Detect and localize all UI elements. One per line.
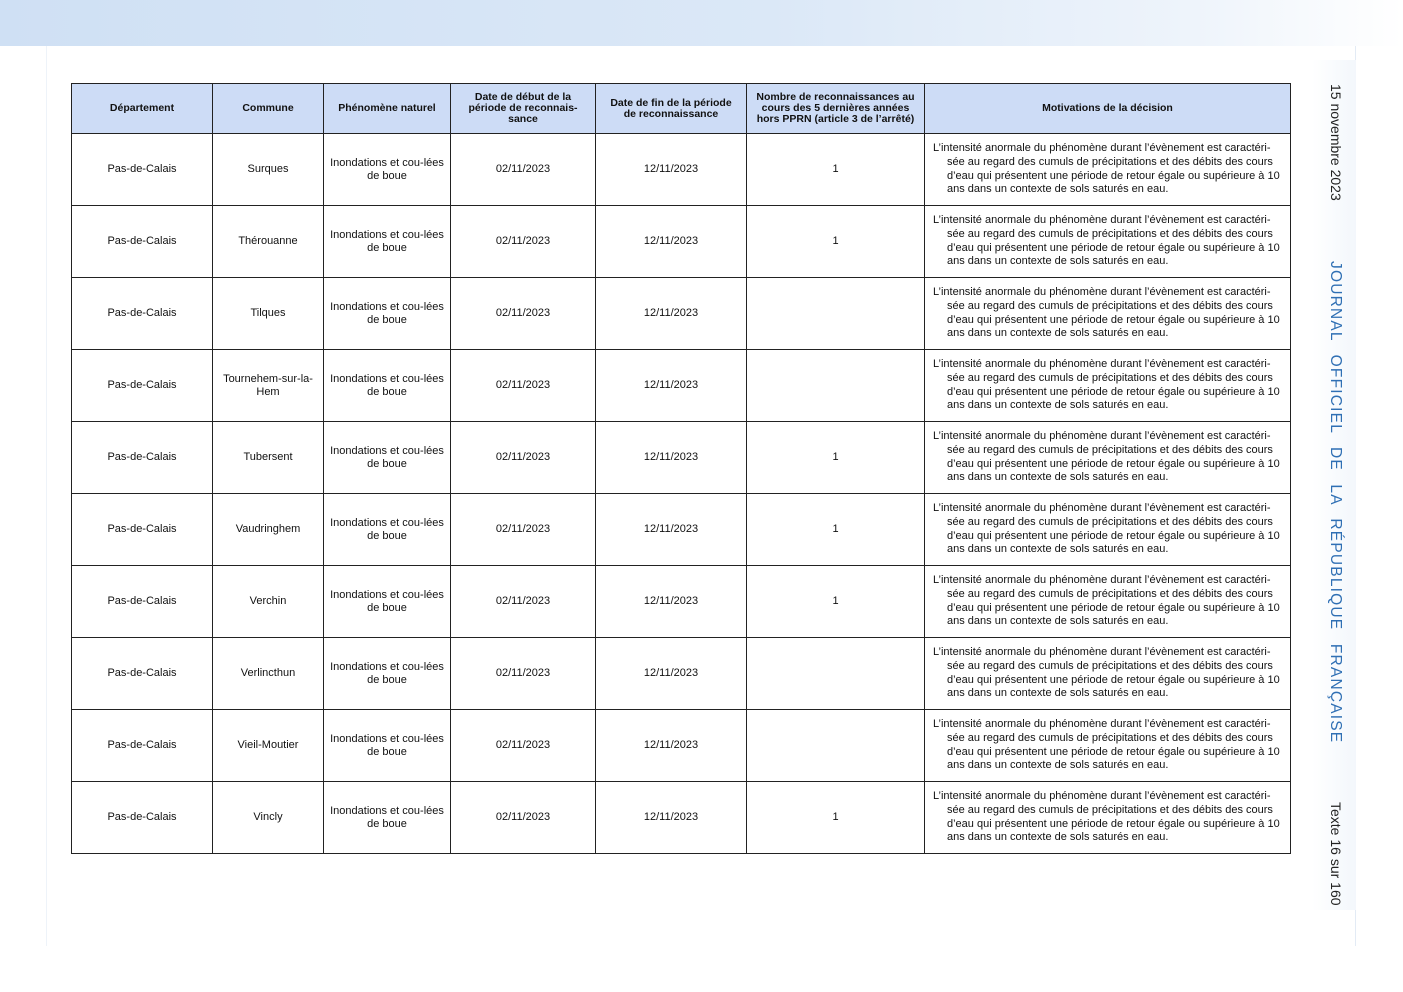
cell-phenomene: Inondations et cou-lées de boue	[324, 494, 451, 566]
cell-date-debut: 02/11/2023	[451, 638, 596, 710]
cell-commune: Thérouanne	[213, 206, 324, 278]
cell-motivation: L’intensité anormale du phénomène durant l’évènement est caractéri-sée au regard des cumuls de précipitations et des débits des cours d’eau qui présentent une période de retour égale ou supérieure à 10 ans dans un contexte de sols saturés en eau.	[925, 350, 1291, 422]
cell-motivation: L’intensité anormale du phénomène durant l’évènement est caractéri-sée au regard des cumuls de précipitations et des débits des cours d’eau qui présentent une période de retour égale ou supérieure à 10 ans dans un contexte de sols saturés en eau.	[925, 710, 1291, 782]
cell-commune: Vincly	[213, 782, 324, 854]
cell-date-fin: 12/11/2023	[596, 638, 747, 710]
cell-date-fin: 12/11/2023	[596, 494, 747, 566]
cell-date-debut: 02/11/2023	[451, 350, 596, 422]
header-row	[72, 84, 1291, 134]
cell-motivation: L’intensité anormale du phénomène durant l’évènement est caractéri-sée au regard des cumuls de précipitations et des débits des cours d’eau qui présentent une période de retour égale ou supérieure à 10 ans dans un contexte de sols saturés en eau.	[925, 566, 1291, 638]
cell-nombre	[747, 638, 925, 710]
cell-nombre: 1	[747, 206, 925, 278]
cell-date-debut: 02/11/2023	[451, 494, 596, 566]
header-nombre-reconnaissances: Nombre de reconnaissances au cours des 5 dernières années hors PPRN (article 3 de l’arrêté)	[747, 84, 925, 134]
cell-phenomene: Inondations et cou-lées de boue	[324, 710, 451, 782]
cell-departement: Pas-de-Calais	[72, 494, 213, 566]
cell-phenomene: Inondations et cou-lées de boue	[324, 134, 451, 206]
table-row	[72, 350, 1291, 422]
cell-motivation: L’intensité anormale du phénomène durant l’évènement est caractéri-sée au regard des cumuls de précipitations et des débits des cours d’eau qui présentent une période de retour égale ou supérieure à 10 ans dans un contexte de sols saturés en eau.	[925, 782, 1291, 854]
cell-commune: Vaudringhem	[213, 494, 324, 566]
cell-date-fin: 12/11/2023	[596, 134, 747, 206]
table-row	[72, 134, 1291, 206]
header-date-debut: Date de début de la période de reconnais-sance	[451, 84, 596, 134]
cell-nombre: 1	[747, 494, 925, 566]
cell-commune: Tilques	[213, 278, 324, 350]
cell-commune: Tubersent	[213, 422, 324, 494]
table-row	[72, 566, 1291, 638]
header-commune: Commune	[213, 84, 324, 134]
cell-departement: Pas-de-Calais	[72, 134, 213, 206]
cell-date-debut: 02/11/2023	[451, 566, 596, 638]
cell-phenomene: Inondations et cou-lées de boue	[324, 422, 451, 494]
table-row	[72, 494, 1291, 566]
top-band	[0, 0, 1403, 46]
header-date-fin: Date de fin de la période de reconnaissance	[596, 84, 747, 134]
cell-motivation: L’intensité anormale du phénomène durant l’évènement est caractéri-sée au regard des cumuls de précipitations et des débits des cours d’eau qui présentent une période de retour égale ou supérieure à 10 ans dans un contexte de sols saturés en eau.	[925, 494, 1291, 566]
publication-date: 15 novembre 2023	[1328, 84, 1344, 201]
table-row	[72, 278, 1291, 350]
cell-phenomene: Inondations et cou-lées de boue	[324, 350, 451, 422]
cell-departement: Pas-de-Calais	[72, 782, 213, 854]
cell-departement: Pas-de-Calais	[72, 206, 213, 278]
cell-nombre: 1	[747, 566, 925, 638]
cell-date-debut: 02/11/2023	[451, 422, 596, 494]
cell-commune: Tournehem-sur-la-Hem	[213, 350, 324, 422]
cell-nombre: 1	[747, 782, 925, 854]
cell-date-fin: 12/11/2023	[596, 710, 747, 782]
table-row	[72, 206, 1291, 278]
cell-departement: Pas-de-Calais	[72, 566, 213, 638]
cell-nombre: 1	[747, 422, 925, 494]
cell-departement: Pas-de-Calais	[72, 638, 213, 710]
cell-departement: Pas-de-Calais	[72, 422, 213, 494]
cell-phenomene: Inondations et cou-lées de boue	[324, 566, 451, 638]
cell-departement: Pas-de-Calais	[72, 710, 213, 782]
table-row	[72, 710, 1291, 782]
table-row	[72, 782, 1291, 854]
cell-commune: Verchin	[213, 566, 324, 638]
cell-commune: Surques	[213, 134, 324, 206]
cell-nombre: 1	[747, 134, 925, 206]
cell-phenomene: Inondations et cou-lées de boue	[324, 206, 451, 278]
cell-phenomene: Inondations et cou-lées de boue	[324, 638, 451, 710]
decree-table	[71, 83, 1291, 854]
page-number: Texte 16 sur 160	[1328, 802, 1344, 906]
cell-nombre	[747, 710, 925, 782]
cell-motivation: L’intensité anormale du phénomène durant l’évènement est caractéri-sée au regard des cumuls de précipitations et des débits des cours d’eau qui présentent une période de retour égale ou supérieure à 10 ans dans un contexte de sols saturés en eau.	[925, 206, 1291, 278]
cell-motivation: L’intensité anormale du phénomène durant l’évènement est caractéri-sée au regard des cumuls de précipitations et des débits des cours d’eau qui présentent une période de retour égale ou supérieure à 10 ans dans un contexte de sols saturés en eau.	[925, 422, 1291, 494]
journal-title: JOURNAL OFFICIEL DE LA RÉPUBLIQUE FRANÇAISE	[1327, 261, 1344, 744]
cell-motivation: L’intensité anormale du phénomène durant l’évènement est caractéri-sée au regard des cumuls de précipitations et des débits des cours d’eau qui présentent une période de retour égale ou supérieure à 10 ans dans un contexte de sols saturés en eau.	[925, 134, 1291, 206]
cell-phenomene: Inondations et cou-lées de boue	[324, 782, 451, 854]
cell-date-debut: 02/11/2023	[451, 134, 596, 206]
cell-phenomene: Inondations et cou-lées de boue	[324, 278, 451, 350]
cell-date-fin: 12/11/2023	[596, 422, 747, 494]
cell-date-debut: 02/11/2023	[451, 782, 596, 854]
cell-motivation: L’intensité anormale du phénomène durant l’évènement est caractéri-sée au regard des cumuls de précipitations et des débits des cours d’eau qui présentent une période de retour égale ou supérieure à 10 ans dans un contexte de sols saturés en eau.	[925, 638, 1291, 710]
table-row	[72, 422, 1291, 494]
cell-date-fin: 12/11/2023	[596, 782, 747, 854]
cell-departement: Pas-de-Calais	[72, 278, 213, 350]
cell-commune: Vieil-Moutier	[213, 710, 324, 782]
header-departement: Département	[72, 84, 213, 134]
cell-nombre	[747, 350, 925, 422]
cell-departement: Pas-de-Calais	[72, 350, 213, 422]
table-header	[72, 84, 1291, 134]
cell-date-debut: 02/11/2023	[451, 278, 596, 350]
header-motivations: Motivations de la décision	[925, 84, 1291, 134]
cell-date-debut: 02/11/2023	[451, 710, 596, 782]
header-phenomene: Phénomène naturel	[324, 84, 451, 134]
table-body	[72, 134, 1291, 854]
cell-nombre	[747, 278, 925, 350]
cell-date-fin: 12/11/2023	[596, 278, 747, 350]
table-row	[72, 638, 1291, 710]
cell-date-fin: 12/11/2023	[596, 350, 747, 422]
cell-date-fin: 12/11/2023	[596, 206, 747, 278]
cell-date-fin: 12/11/2023	[596, 566, 747, 638]
cell-commune: Verlincthun	[213, 638, 324, 710]
cell-date-debut: 02/11/2023	[451, 206, 596, 278]
cell-motivation: L’intensité anormale du phénomène durant l’évènement est caractéri-sée au regard des cumuls de précipitations et des débits des cours d’eau qui présentent une période de retour égale ou supérieure à 10 ans dans un contexte de sols saturés en eau.	[925, 278, 1291, 350]
